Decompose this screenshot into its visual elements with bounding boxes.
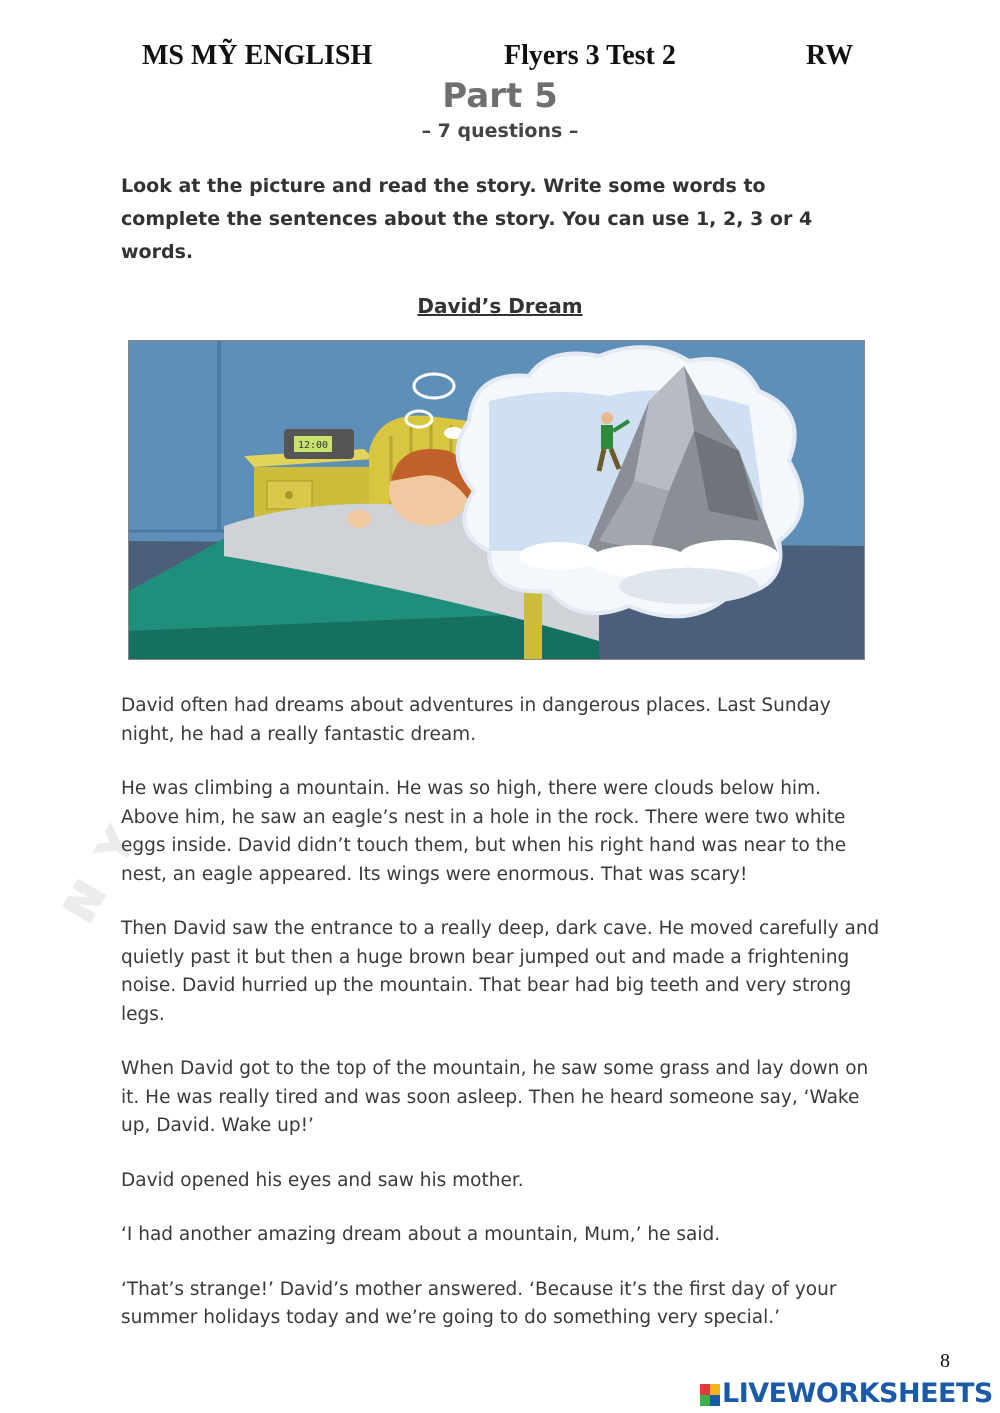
story-illustration: [128, 340, 865, 660]
part-title: Part 5: [442, 76, 558, 116]
brand-logo-icon: [700, 1384, 720, 1406]
story-paragraph: Then David saw the entrance to a really deep, dark cave. He moved carefully and quietly past it but then a huge brown bear jumped out and made a frightening noise. David hurried up the mountain. That bear had big teeth and very strong legs.: [121, 918, 880, 1025]
test-name: Flyers 3 Test 2: [504, 40, 676, 71]
part-subtitle: – 7 questions –: [421, 120, 579, 142]
story-title: David’s Dream: [417, 294, 583, 318]
story-text: [121, 692, 881, 1359]
liveworksheets-logo[interactable]: [700, 1378, 1000, 1410]
watermark: ɴ ʏ: [40, 807, 154, 935]
page-header: [0, 40, 1000, 80]
instructions: Look at the picture and read the story. Write some words to complete the sentences about the story. You can use 1, 2, 3 or 4 words.: [121, 175, 813, 263]
story-paragraph: ‘I had another amazing dream about a mountain, Mum,’ he said.: [121, 1224, 721, 1245]
brand-name: LIVEWORKSHEETS: [722, 1378, 993, 1409]
section-code: RW: [806, 40, 854, 71]
svg-text:12:00: 12:00: [297, 440, 329, 451]
teacher-name: MS MỸ ENGLISH: [142, 40, 373, 71]
story-paragraph: David often had dreams about adventures in dangerous places. Last Sunday night, he had a really fantastic dream.: [121, 695, 831, 745]
story-paragraph: When David got to the top of the mountain, he saw some grass and lay down on it. He was really tired and was soon asleep. Then he heard someone say, ‘Wake up, David. Wake up!’: [121, 1058, 869, 1136]
page-number: 8: [940, 1350, 950, 1372]
story-paragraph: He was climbing a mountain. He was so high, there were clouds below him. Above him, he saw an eagle’s nest in a hole in the rock. There were two white eggs inside. David didn’t touch them, but when his right hand was near to the nest, an eagle appeared. Its wings were enormous. That was scary!: [121, 778, 847, 885]
story-paragraph: David opened his eyes and saw his mother.: [121, 1169, 524, 1191]
story-paragraph: ‘That’s strange!’ David’s mother answered. ‘Because it’s the first day of your summer holidays today and we’re going to do something very special.’: [121, 1278, 837, 1328]
alarm-clock-icon: [284, 429, 354, 459]
